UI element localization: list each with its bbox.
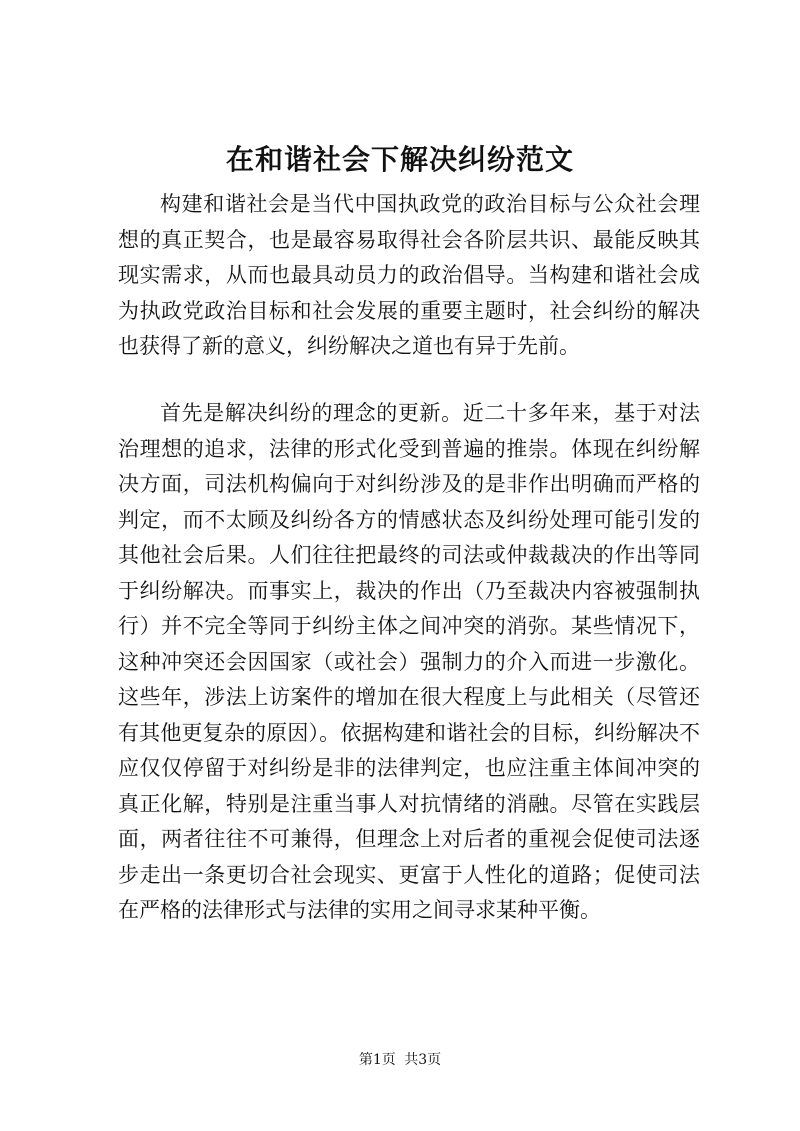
page-total: 共3页 [404,1052,442,1068]
body-paragraph: 构建和谐社会是当代中国执政党的政治目标与公众社会理想的真正契合，也是最容易取得社会各阶层共识、最能反映其现实需求，从而也最具动员力的政治倡导。当构建和谐社会成为执政党政治目标和社会发展的重要主题时，社会纠纷的解决也获得了新的意义，纠纷解决之道也有异于先前。 [118,192,700,358]
body-paragraph-2-block [118,396,700,929]
document-title: 在和谐社会下解决纠纷范文 [225,143,574,176]
page-number: 第1页 [358,1052,396,1068]
body-paragraph-1-block [118,187,700,365]
page-footer [0,1050,800,1070]
body-paragraph: 首先是解决纠纷的理念的更新。近二十多年来，基于对法治理想的追求，法律的形式化受到普遍的推崇。体现在纠纷解决方面，司法机构偏向于对纠纷涉及的是非作出明确而严格的判定，而不太顾及纠纷各方的情感状态及纠纷处理可能引发的其他社会后果。人们往往把最终的司法或仲裁裁决的作出等同于纠纷解决。而事实上，裁决的作出（乃至裁决内容被强制执行）并不完全等同于纠纷主体之间冲突的消弥。某些情况下，这种冲突还会因国家（或社会）强制力的介入而进一步激化。这些年，涉法上访案件的增加在很大程度上与此相关（尽管还有其他更复杂的原因）。依据构建和谐社会的目标，纠纷解决不应仅仅停留于对纠纷是非的法律判定，也应注重主体间冲突的真正化解，特别是注重当事人对抗情绪的消融。尽管在实践层面，两者往往不可兼得，但理念上对后者的重视会促使司法逐步走出一条更切合社会现实、更富于人性化的道路；促使司法在严格的法律形式与法律的实用之间寻求某种平衡。 [118,401,700,922]
